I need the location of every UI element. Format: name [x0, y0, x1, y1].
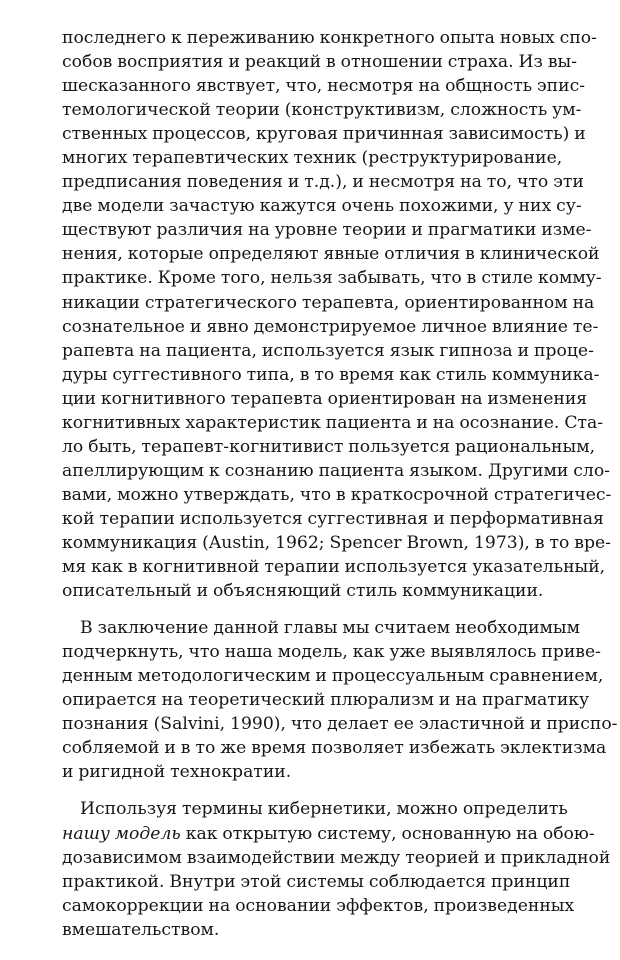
paragraph-1	[62, 26, 612, 603]
italic-phrase: нашу модель	[62, 823, 181, 844]
text-line: апеллирующим к сознанию пациента языком. Другими сло-	[62, 460, 610, 481]
text-line: и ригидной технократии.	[62, 762, 292, 783]
text-line: многих терапевтических техник (реструктурирование,	[62, 148, 563, 169]
text-line: познания (Salvini, 1990), что делает ее эластичной и приспо-	[62, 714, 618, 735]
text-line: кой терапии используется суггестивная и перформативная	[62, 508, 604, 529]
text-line: ло быть, терапевт-когнитивист пользуется рациональным,	[62, 436, 596, 457]
text-line: практикой. Внутри этой системы соблюдается принцип	[62, 871, 571, 892]
line-rest: как открытую систему, основанную на обою-	[180, 823, 595, 844]
text-line: собляемой и в то же время позволяет избежать эклектизма	[62, 738, 607, 759]
text-line: две модели зачастую кажутся очень похожими, у них су-	[62, 196, 582, 217]
text-line: подчеркнуть, что наша модель, как уже выявлялось приве-	[62, 642, 601, 663]
text-line: предписания поведения и т.д.), и несмотря на то, что эти	[62, 172, 584, 193]
text-line: нения, которые определяют явные отличия в клинической	[62, 244, 600, 265]
paragraph-2	[62, 616, 618, 784]
text-line: ственных процессов, круговая причинная зависимость) и	[62, 124, 586, 145]
text-line: вмешательством.	[62, 919, 220, 940]
text-line: вами, можно утверждать, что в краткосрочной стратегичес-	[62, 484, 612, 505]
text-line: последнего к переживанию конкретного опыта новых спо-	[62, 28, 597, 48]
text-line: никации стратегического терапевта, ориентированном на	[62, 292, 595, 313]
page-body	[62, 26, 618, 942]
text-line: В заключение данной главы мы считаем необходимым	[80, 618, 580, 639]
text-line: когнитивных характеристик пациента и на осознание. Ста-	[62, 412, 604, 433]
text-line: Используя термины кибернетики, можно определить	[80, 799, 568, 820]
text-line: ции когнитивного терапевта ориентирован на изменения	[62, 388, 588, 409]
text-line: темологической теории (конструктивизм, сложность ум-	[62, 100, 582, 121]
text-line: шесказанного явствует, что, несмотря на общность эпис-	[62, 76, 586, 97]
text-line: собов восприятия и реакций в отношении страха. Из вы-	[62, 52, 578, 73]
text-line: коммуникация (Austin, 1962; Spencer Brown, 1973), в то вре-	[62, 532, 611, 553]
text-line: опирается на теоретический плюрализм и на прагматику	[62, 690, 590, 711]
text-line: описательный и объясняющий стиль коммуникации.	[62, 581, 544, 602]
text-line: денным методологическим и процессуальным сравнением,	[62, 666, 604, 687]
text-line: сознательное и явно демонстрируемое личное влияние те-	[62, 316, 599, 337]
text-line: практике. Кроме того, нельзя забывать, что в стиле комму-	[62, 268, 602, 289]
text-line: мя как в когнитивной терапии используется указательный,	[62, 557, 606, 578]
text-line: дозависимом взаимодействии между теорией и прикладной	[62, 847, 611, 868]
paragraph-3	[62, 797, 611, 941]
text-line: самокоррекции на основании эффектов, произведенных	[62, 895, 575, 916]
text-line: ществуют различия на уровне теории и прагматики изме-	[62, 220, 592, 241]
text-line: дуры суггестивного типа, в то время как стиль коммуника-	[62, 364, 600, 385]
text-line: рапевта на пациента, используется язык гипноза и проце-	[62, 340, 594, 361]
text-line	[62, 822, 595, 846]
